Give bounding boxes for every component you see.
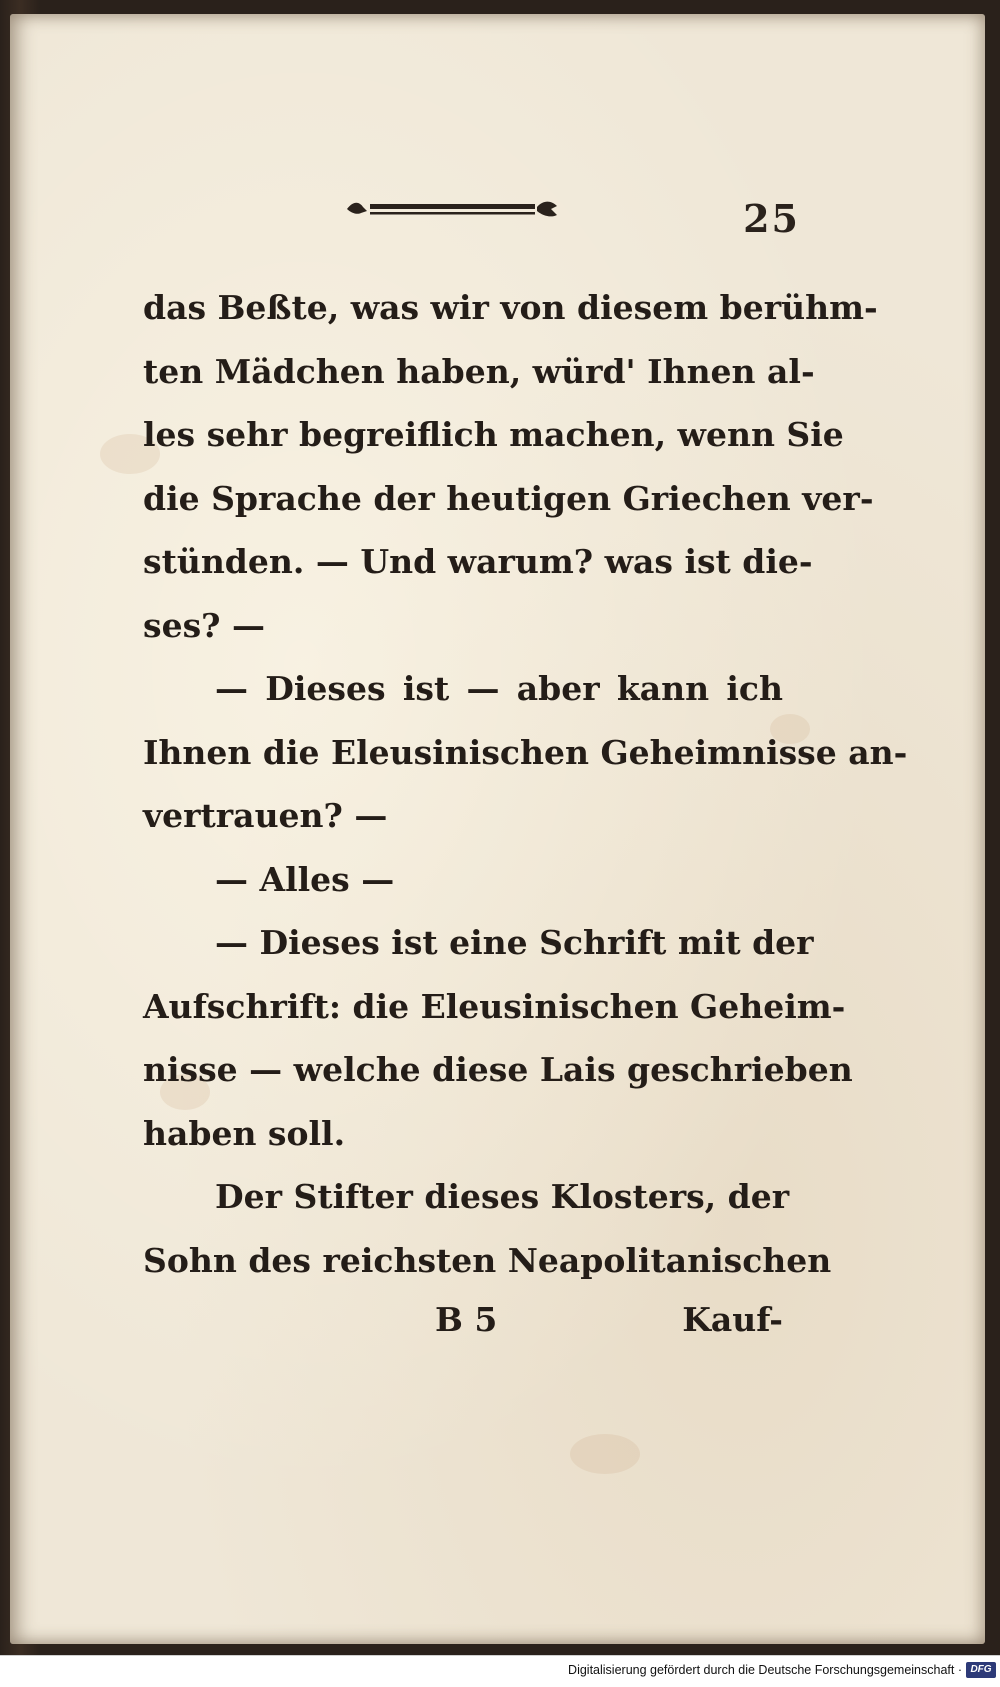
text-line: stünden. — Und warum? was ist die- <box>143 542 813 581</box>
text-line: die Sprache der heutigen Griechen ver- <box>143 478 874 518</box>
foxing-spot <box>570 1434 640 1474</box>
text-line: haben soll. <box>143 1113 346 1153</box>
signature-mark: B 5 <box>435 1300 498 1339</box>
header-ornament <box>345 197 560 221</box>
page-footer <box>143 1300 783 1360</box>
text-line: Aufschrift: die Eleusinischen Geheim- <box>143 986 846 1026</box>
text-line: — Dieses ist — aber kann ich <box>215 669 783 708</box>
text-line: nisse — welche diese Lais geschrieben <box>143 1050 853 1089</box>
catchword: Kauf- <box>682 1300 783 1339</box>
text-line: Der Stifter dieses Klosters, der <box>215 1177 790 1216</box>
text-line: — Alles — <box>215 859 395 899</box>
text-line: ses? — <box>143 605 265 645</box>
text-line: les sehr begreiflich machen, wenn Sie <box>143 415 844 454</box>
page-number: 25 <box>743 196 800 241</box>
text-line: Sohn des reichsten Neapolitanischen <box>143 1240 832 1280</box>
text-line: das Beßte, was wir von diesem berühm- <box>143 288 878 327</box>
text-line: ten Mädchen haben, würd' Ihnen al- <box>143 351 815 391</box>
body-text <box>143 276 908 1292</box>
digitization-credit: Digitalisierung gefördert durch die Deutsche Forschungsgemeinschaft · <box>568 1663 962 1677</box>
text-line: Ihnen die Eleusinischen Geheimnisse an- <box>143 732 908 772</box>
text-line: — Dieses ist eine Schrift mit der <box>215 923 814 962</box>
credit-bar <box>0 1655 1000 1687</box>
text-line: vertrauen? — <box>143 796 388 835</box>
dfg-logo: DFG <box>966 1662 996 1678</box>
